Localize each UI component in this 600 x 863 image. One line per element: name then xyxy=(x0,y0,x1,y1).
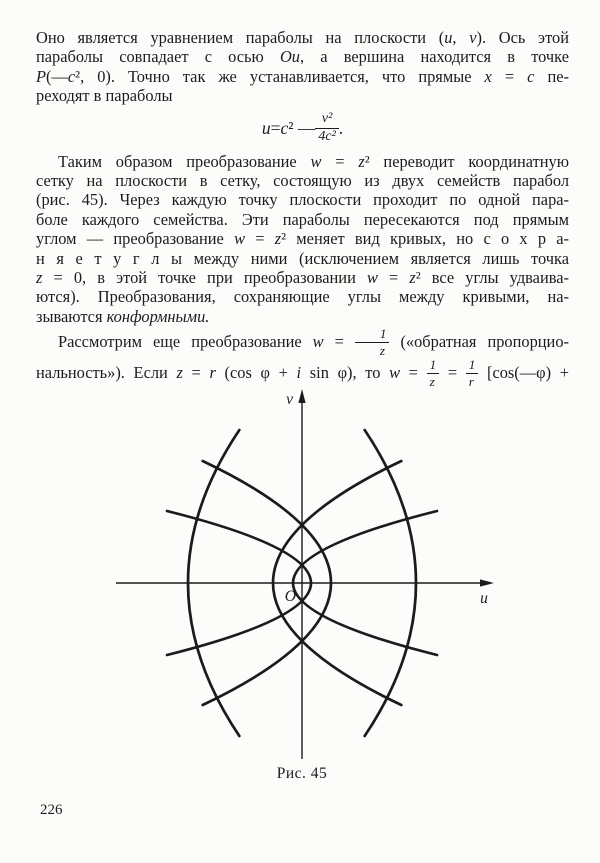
text-run: ² — xyxy=(288,118,316,139)
text-run: sin φ), то xyxy=(301,363,390,383)
v-axis-arrow-icon xyxy=(298,389,305,403)
u-axis-arrow-icon xyxy=(480,579,494,586)
text-run: боле каждого семейства. Эти параболы пересекаются под прямым xyxy=(36,209,569,229)
math-variable: w xyxy=(234,229,246,249)
text-run: н я е т у г л ы между ними (исключением является лишь точка xyxy=(36,248,569,268)
text-run: (cos φ + xyxy=(215,363,297,383)
text-run: = xyxy=(245,229,275,249)
math-variable: z xyxy=(176,363,183,383)
text-run: ², 0). Точно так же устанавливается, что прямые xyxy=(75,66,485,86)
text-run: Оно является уравнением параболы на плоскости ( xyxy=(36,28,445,47)
text-run: = xyxy=(400,363,427,383)
text-run: углом — преобразование xyxy=(36,229,235,249)
fraction-denominator: 4c² xyxy=(315,128,338,145)
math-variable: u xyxy=(261,118,271,139)
text-run: реходят в параболы xyxy=(36,86,173,106)
text-run: = xyxy=(182,363,210,383)
math-variable: w xyxy=(310,151,322,171)
text-run: ² переводит координатную xyxy=(364,151,569,171)
fraction-numerator: 1 xyxy=(379,326,387,342)
text-run: нальность»). Если xyxy=(36,363,177,383)
v-axis-label: v xyxy=(286,391,293,408)
u-axis-label: u xyxy=(480,590,488,607)
text-run: Рассмотрим еще преобразование xyxy=(58,332,313,352)
math-variable: Ou xyxy=(279,47,300,67)
math-variable: c xyxy=(280,118,289,139)
fraction-denominator: z xyxy=(427,373,440,389)
text-run: (— xyxy=(46,66,68,86)
fraction-numerator: v² xyxy=(321,111,333,127)
math-variable: u xyxy=(444,28,453,47)
text-run: («обратная пропорцио- xyxy=(389,332,569,352)
text-run: = 0, в этой точке при преобразовании xyxy=(42,267,367,287)
text-run: = xyxy=(439,363,466,383)
text-run: ² меняет вид кривых, но с о х р а- xyxy=(281,229,570,249)
text-run: Таким образом преобразование xyxy=(58,151,311,171)
text-run: ² все углы удваива- xyxy=(415,267,569,287)
text-run: , а вершина находится в точке xyxy=(300,47,569,67)
math-variable: v xyxy=(469,28,477,47)
math-variable: i xyxy=(296,363,302,383)
text-run: = xyxy=(377,267,410,287)
text-run: , xyxy=(452,28,470,47)
math-variable: w xyxy=(312,332,324,352)
text-run: = xyxy=(270,118,281,139)
fraction-denominator: r xyxy=(466,373,479,389)
text-run: = xyxy=(321,151,359,171)
fraction-numerator: 1 xyxy=(468,357,476,373)
text-run: (рис. 45). Через каждую точку плоскости проходит по одной пара- xyxy=(36,190,569,210)
math-variable: w xyxy=(389,363,401,383)
fraction-numerator: 1 xyxy=(429,357,437,373)
O-axis-label: O xyxy=(284,588,296,605)
text-run: зываются xyxy=(36,306,107,326)
math-variable: r xyxy=(209,363,216,383)
text-run: ). Ось этой xyxy=(476,28,569,47)
math-variable: конформными. xyxy=(106,306,210,326)
math-variable: z xyxy=(409,267,416,287)
math-variable: c xyxy=(527,66,535,86)
text-run: параболы совпадает с осью xyxy=(36,47,280,67)
text-run: пе- xyxy=(534,66,569,86)
text-run: . xyxy=(338,118,344,139)
math-variable: z xyxy=(358,151,365,171)
math-variable: c xyxy=(67,66,76,86)
math-variable: w xyxy=(366,267,378,287)
math-variable: z xyxy=(274,229,282,249)
text-run: = xyxy=(323,332,355,352)
math-variable: x xyxy=(484,66,492,86)
figure-caption: Рис. 45 xyxy=(276,765,328,782)
text-run: [cos(—φ) + xyxy=(478,363,569,383)
fraction-denominator: z xyxy=(355,342,390,358)
math-variable: z xyxy=(36,267,43,287)
text-run: = xyxy=(491,66,528,86)
text-run: ются). Преобразования, сохраняющие углы между кривыми, на- xyxy=(36,287,569,307)
text-run: сетку на плоскости в сетку, состоящую из двух семейств парабол xyxy=(36,170,569,190)
page-number: 226 xyxy=(40,802,63,818)
math-variable: P xyxy=(36,66,47,86)
